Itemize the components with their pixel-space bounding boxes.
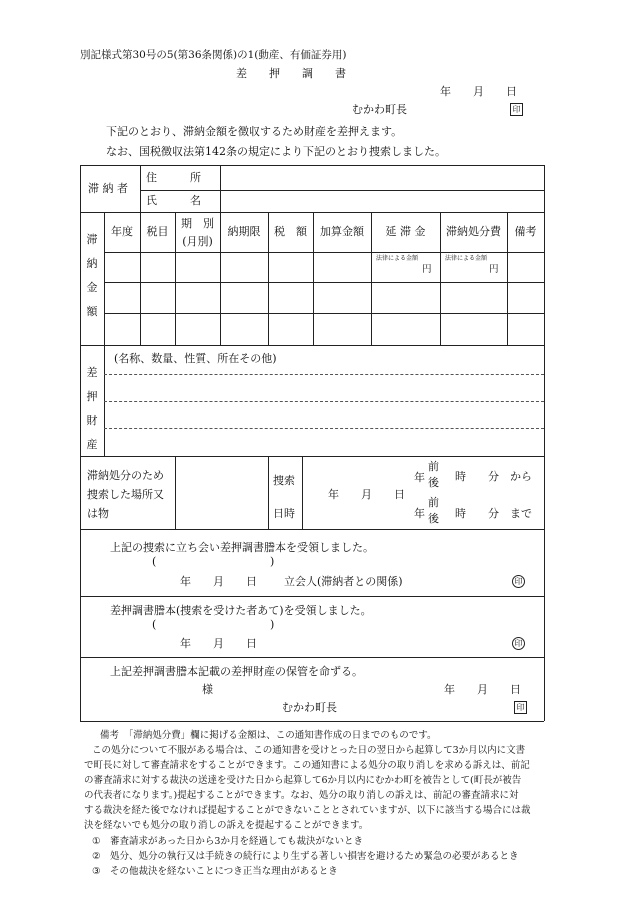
- amount-label-char: 滞: [86, 233, 98, 246]
- search-place-label-2: 捜索した場所又: [87, 488, 164, 501]
- col-period-month: (月別): [182, 235, 213, 248]
- col-remarks: 備考: [514, 225, 537, 238]
- custody-sama: 様: [202, 683, 213, 696]
- document-title: 差 押 調 書: [236, 67, 346, 80]
- search-place-field[interactable]: [177, 458, 266, 527]
- witness-paren-close: ): [270, 555, 275, 568]
- search-place-label-1: 滞納処分のため: [87, 469, 164, 482]
- note-line: この処分について不服がある場合は、この通知書を受けとった日の翌日から起算して3か月以内に文書: [92, 745, 526, 756]
- col-tax-item: 税目: [146, 225, 169, 238]
- note-item-text: 審査請求があった日から3か月を経過しても裁決がないとき: [110, 836, 363, 847]
- search-datetime-label-1: 捜索: [273, 474, 295, 487]
- intro-line-2: なお、国税徴収法第142条の規定により下記のとおり捜索しました。: [106, 145, 446, 158]
- form-id: 別記様式第30号の5(第36条関係)の1(動産、有価証券用): [80, 49, 347, 61]
- witness-text: 上記の捜索に立ち会い差押調書謄本を受領しました。: [110, 541, 374, 554]
- property-field[interactable]: [106, 376, 542, 454]
- address-label: 住 所: [146, 171, 201, 184]
- custody-issuer: むかわ町長: [282, 701, 337, 714]
- name-label: 氏 名: [146, 194, 201, 207]
- intro-line-1: 下記のとおり、滞納金額を徴収するため財産を差押えます。: [106, 125, 403, 138]
- col-late-fee: 延 滞 金: [385, 225, 426, 238]
- search-am-1: 前: [428, 460, 439, 473]
- property-label-char: 財: [86, 414, 98, 427]
- custody-seal: 印: [514, 701, 527, 714]
- amount-label-char: 額: [86, 305, 98, 318]
- legal-note-disposal: 法律による金額: [445, 255, 488, 262]
- property-label-char: 産: [86, 438, 98, 451]
- search-year-mark-1: 年: [414, 471, 425, 484]
- search-datetime-label-2: 日時: [273, 507, 295, 520]
- yen-disposal: 円: [489, 264, 499, 275]
- note-line: 決を経ないでも処分の取り消しの訴えを提起することができます。: [84, 820, 369, 831]
- receipt-date: 年 月 日: [180, 637, 257, 650]
- col-period: 期 別: [181, 217, 214, 230]
- note-item-mark: ③: [92, 866, 101, 877]
- note-item-text: その他裁決を経ないことにつき正当な理由があるとき: [110, 866, 338, 877]
- search-year-mark-2: 年: [414, 507, 425, 520]
- legal-note-late-fee: 法律による金額: [376, 255, 419, 262]
- receipt-paren-open: (: [152, 618, 157, 631]
- witness-date: 年 月 日: [180, 575, 257, 588]
- amount-label-char: 納: [86, 257, 98, 270]
- property-vertical-label: [85, 361, 99, 457]
- note-remark: 備考 「滞納処分費」欄に掲げる金額は、この通知書作成の日までのものです。: [100, 730, 437, 741]
- amount-label-char: 金: [86, 281, 98, 294]
- search-pm-2: 後: [428, 512, 439, 525]
- name-field[interactable]: [221, 191, 543, 211]
- taxpayer-label: 滞 納 者: [88, 182, 128, 195]
- property-hint: (名称、数量、性質、所在その他): [114, 352, 277, 365]
- address-field[interactable]: [221, 166, 543, 189]
- search-am-2: 前: [428, 496, 439, 509]
- search-time-to: 時 分 まで: [455, 507, 532, 520]
- amount-vertical-label: [85, 228, 99, 324]
- note-item-mark: ②: [92, 851, 101, 862]
- note-line: の代表者になります。)提起することができます。なお、処分の取り消しの訴えは、前記の審査請求に対: [84, 790, 519, 801]
- note-line: する裁決を経た後でなければ提起することができないこととされていますが、以下に該当する場合には裁: [84, 805, 531, 816]
- witness-seal: 印: [512, 575, 525, 588]
- header-issuer: むかわ町長: [352, 103, 407, 116]
- note-line: の審査請求に対する裁決の送達を受けた日から起算して6か月以内にむかわ町を被告として(町長が被告: [84, 775, 522, 786]
- note-line: で町長に対して審査請求をすることができます。この通知書による処分の取り消しを求める訴えは、前記: [84, 760, 530, 771]
- search-place-label-3: は物: [87, 507, 109, 520]
- property-label-char: 差: [86, 366, 98, 379]
- col-additional: 加算金額: [320, 225, 364, 238]
- receipt-text: 差押調書謄本(捜索を受けた者あて)を受領しました。: [110, 604, 372, 617]
- note-item-text: 処分、処分の執行又は手続きの続行により生ずる著しい損害を避けるため緊急の必要があるとき: [110, 851, 519, 862]
- header-seal: 印: [510, 103, 523, 116]
- property-label-char: 押: [86, 390, 98, 403]
- receipt-seal: 印: [512, 637, 525, 650]
- search-pm-1: 後: [428, 476, 439, 489]
- custody-date: 年 月 日: [444, 683, 521, 696]
- custody-text: 上記差押調書謄本記載の差押財産の保管を命ずる。: [110, 665, 363, 678]
- col-year: 年度: [111, 225, 133, 238]
- col-due-date: 納期限: [227, 225, 261, 238]
- witness-role: 立会人(滞納者との関係): [284, 575, 403, 588]
- yen-late-fee: 円: [422, 264, 432, 275]
- search-date: 年 月 日: [328, 488, 405, 501]
- header-date: 年 月 日: [440, 85, 517, 98]
- col-tax-amount: 税 額: [274, 225, 307, 238]
- col-disposal-cost: 滞納処分費: [446, 225, 501, 238]
- search-time-from: 時 分 から: [455, 470, 532, 483]
- receipt-paren-close: ): [270, 618, 275, 631]
- witness-paren-open: (: [152, 555, 157, 568]
- note-item-mark: ①: [92, 836, 101, 847]
